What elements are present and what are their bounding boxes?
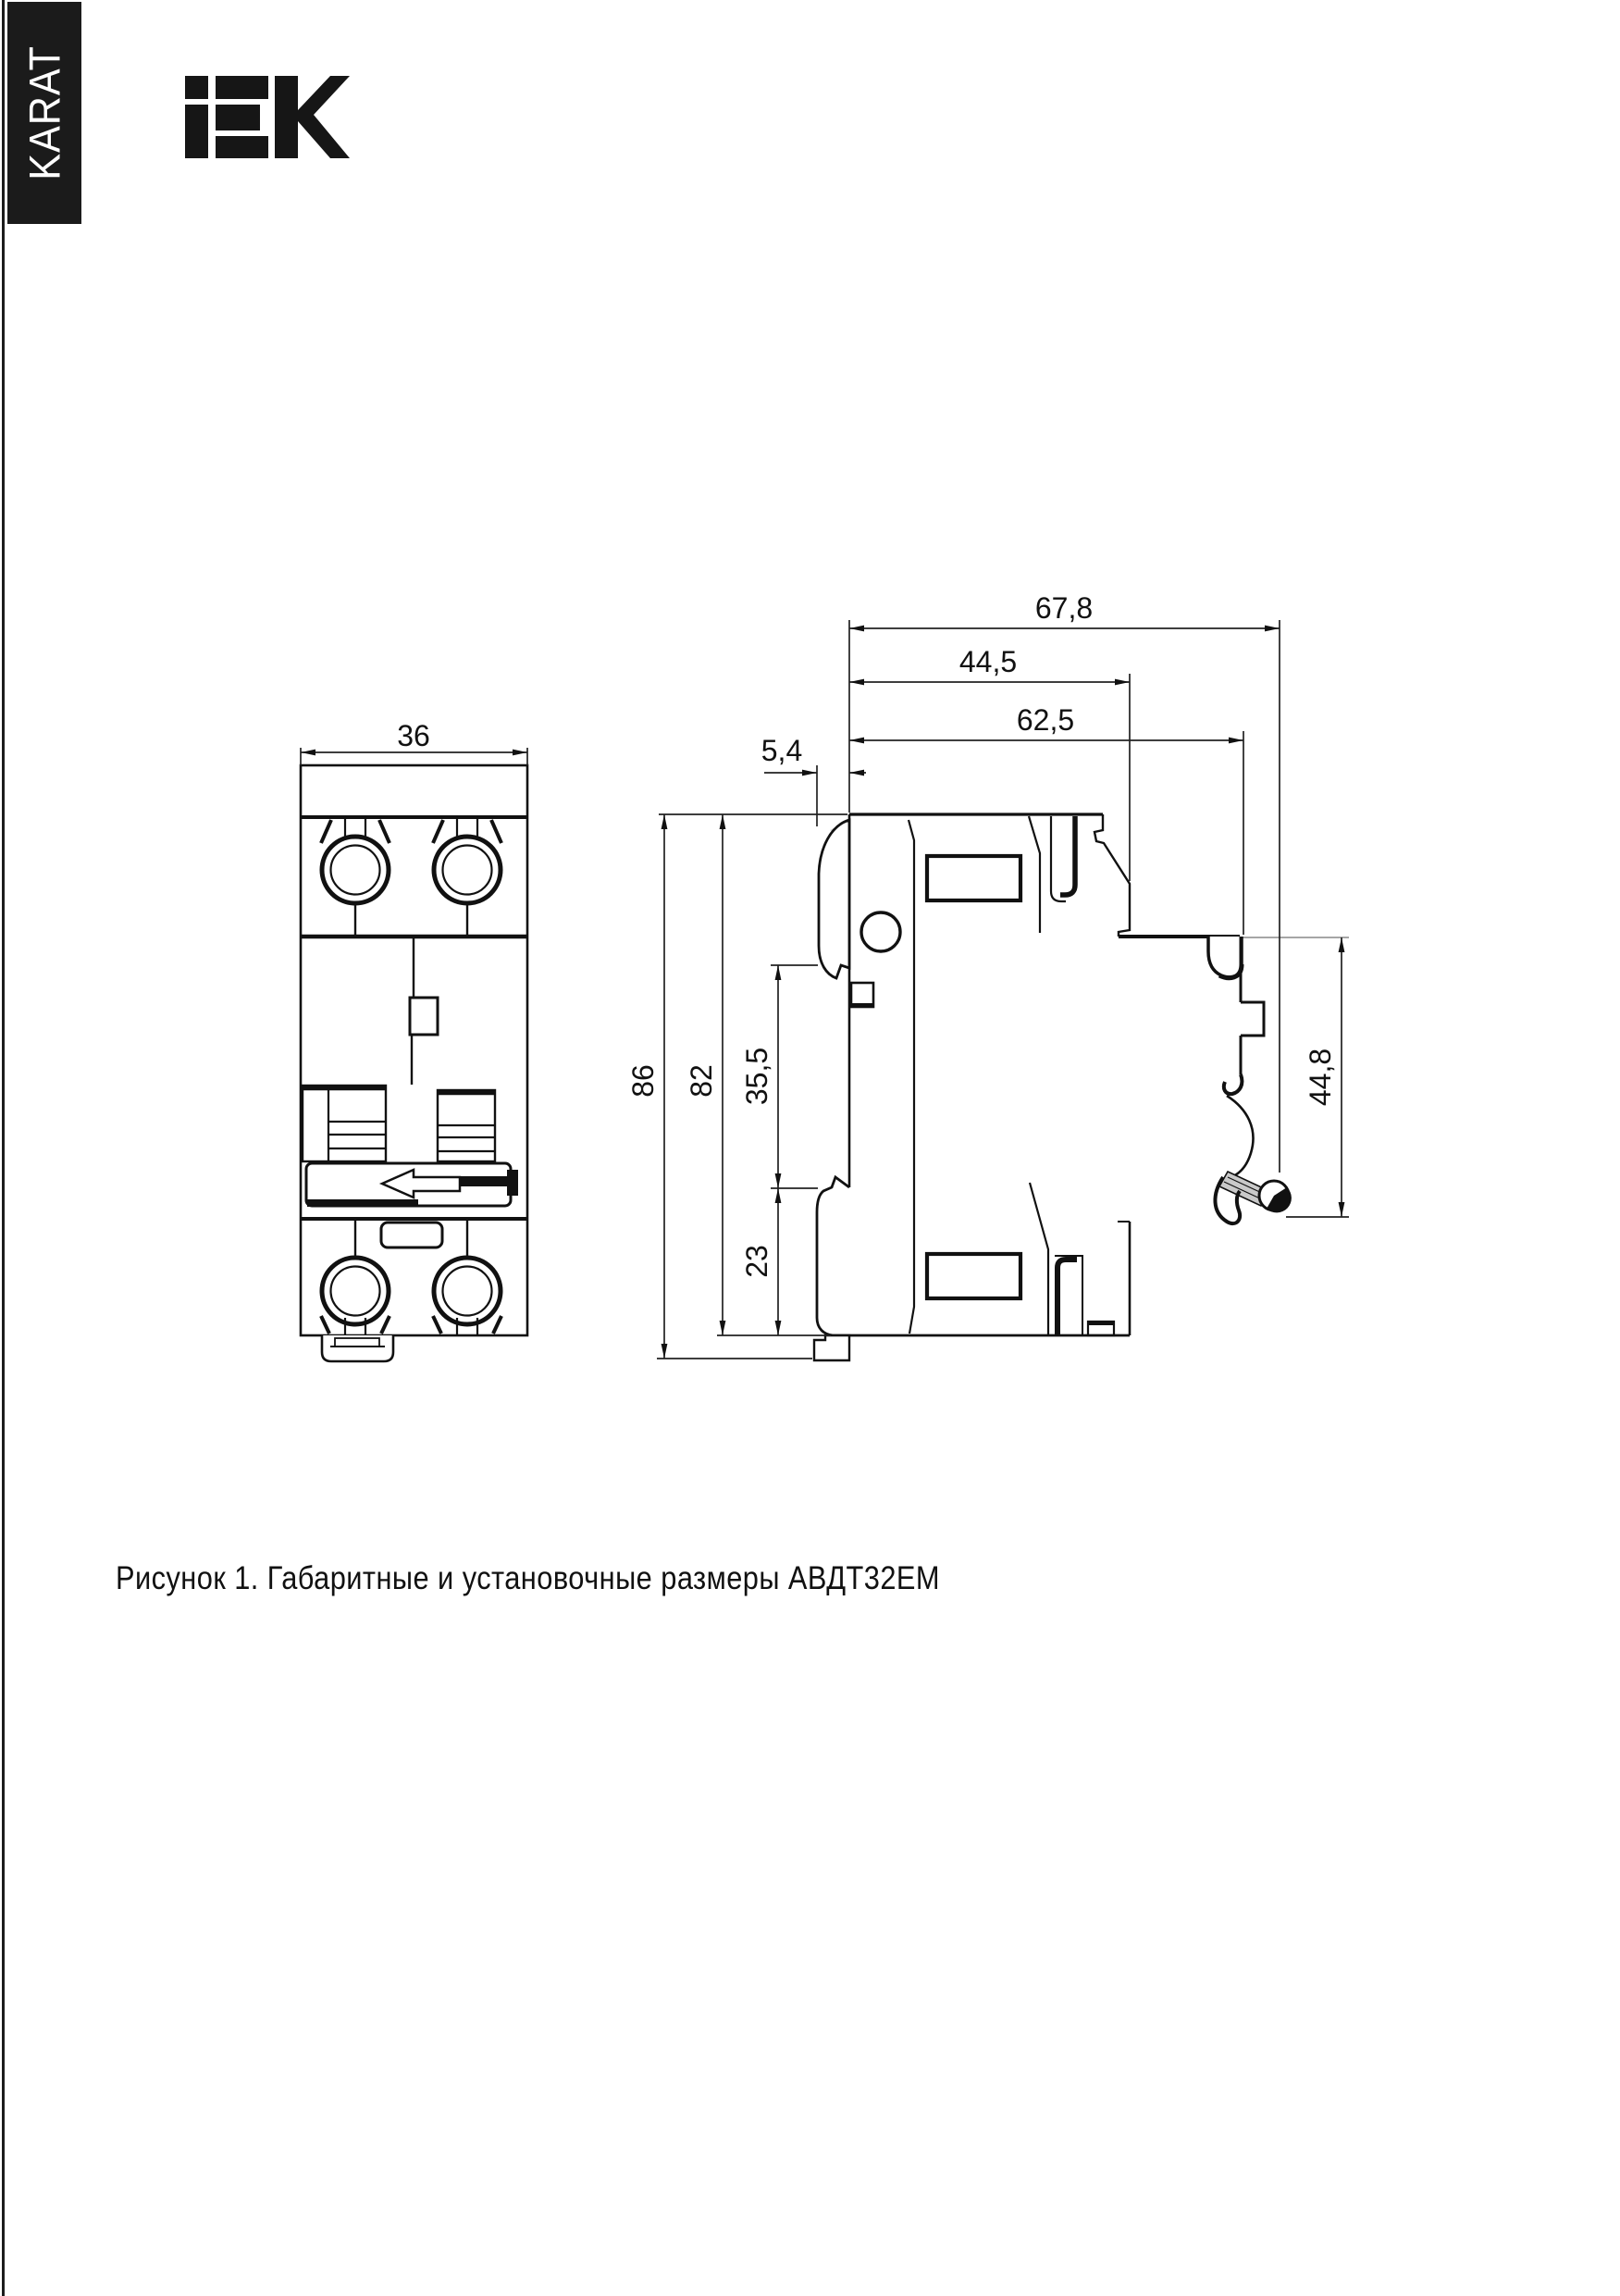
side-panel-line — [909, 820, 914, 1334]
dim-label-front-width: 36 — [397, 719, 430, 752]
dim-label-front-lower-height: 23 — [740, 1245, 773, 1278]
dim-label-total-height: 86 — [626, 1064, 660, 1098]
side-indicator-window — [861, 912, 900, 951]
side-din-tab — [814, 1335, 849, 1360]
dim-label-din-recess-height: 44,8 — [1304, 1048, 1337, 1107]
side-din-claw — [1208, 937, 1242, 977]
side-front-button — [851, 983, 873, 1007]
side-din-spring-clip — [1215, 1172, 1291, 1223]
side-back-profile — [1094, 814, 1349, 1176]
front-mechanism-left — [303, 1086, 386, 1161]
dim-front-lower-height — [740, 1188, 778, 1335]
side-foot-block — [1088, 1322, 1114, 1335]
side-mount-channel-bottom — [1055, 1256, 1082, 1335]
vent-slot — [927, 1254, 1020, 1298]
front-terminal-bottom-left — [321, 1219, 390, 1335]
figure-caption: Рисунок 1. Габаритные и установочные размеры АВДТ32ЕМ — [116, 1560, 940, 1596]
front-view — [301, 765, 527, 1361]
dim-front-upper-height — [740, 965, 778, 1188]
dim-label-handle-protrusion: 5,4 — [761, 734, 803, 767]
dim-label-body-depth: 44,5 — [958, 645, 1018, 678]
side-back-lug — [1241, 1002, 1264, 1036]
side-rib — [1030, 1183, 1048, 1335]
series-label: KARAT — [19, 45, 69, 180]
front-label-window — [381, 1222, 442, 1247]
dim-label-total-depth: 67,8 — [1034, 591, 1094, 625]
front-toggle-lever — [306, 1163, 518, 1207]
side-rib — [1029, 816, 1040, 933]
front-test-button — [410, 937, 438, 1085]
side-view — [814, 814, 1349, 1360]
front-terminal-top-right — [433, 818, 501, 937]
dim-mounting-depth — [849, 703, 1243, 740]
dim-total-depth — [849, 591, 1280, 628]
dim-label-body-height: 82 — [685, 1064, 718, 1098]
side-mount-channel-top — [1051, 816, 1075, 901]
side-lower-bump — [817, 1177, 849, 1335]
front-terminal-top-left — [321, 818, 390, 937]
dim-label-mounting-depth: 62,5 — [1016, 703, 1075, 737]
front-din-tab — [322, 1335, 393, 1361]
front-mechanism-right — [438, 1090, 495, 1161]
dim-body-depth — [849, 645, 1130, 682]
dim-din-recess-height — [1304, 937, 1342, 1217]
dim-label-front-upper-height: 35,5 — [740, 1047, 773, 1106]
dim-body-height — [685, 814, 723, 1335]
vent-slot — [927, 856, 1020, 900]
dim-total-height — [626, 814, 664, 1359]
dim-front-width — [301, 719, 527, 765]
side-toggle-lever — [819, 820, 849, 978]
